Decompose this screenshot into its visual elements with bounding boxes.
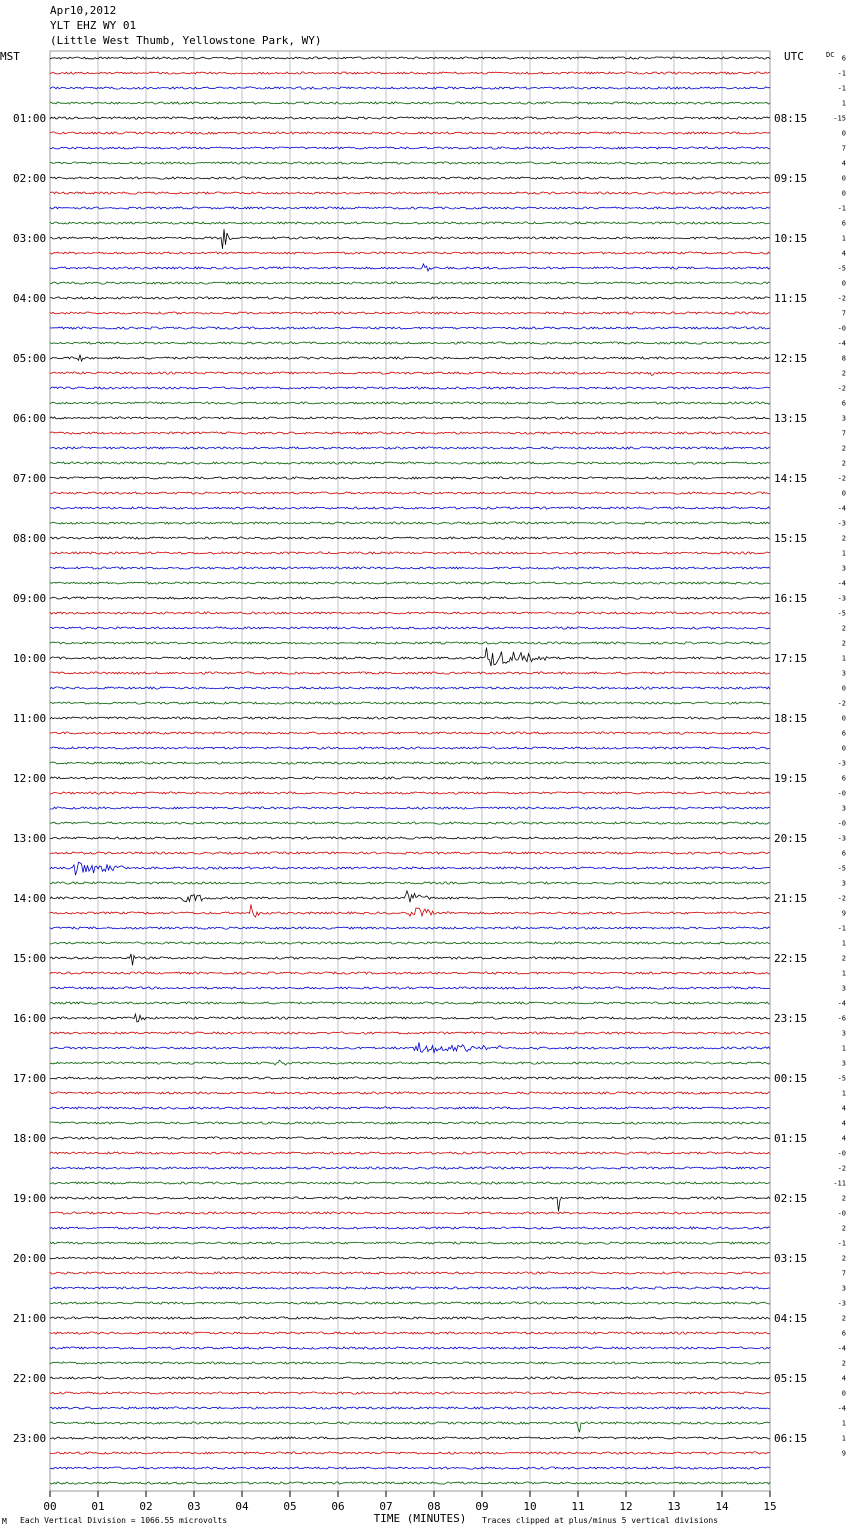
seismic-trace [50, 1452, 770, 1454]
x-tick-label: 10 [523, 1500, 537, 1513]
right-hour-label: 22:15 [774, 952, 808, 965]
seismic-trace [50, 229, 770, 249]
right-hour-label: 21:15 [774, 892, 808, 905]
seismic-trace [50, 1482, 770, 1484]
seismic-trace [50, 1362, 770, 1364]
seismic-trace [50, 87, 770, 89]
seismic-trace [50, 627, 770, 629]
x-tick-label: 11 [571, 1500, 585, 1513]
seismic-trace [50, 1392, 770, 1394]
dc-offset-label: 6 [841, 849, 846, 858]
footer-mark: M [2, 1517, 7, 1526]
dc-offset-label: 0 [841, 129, 846, 138]
dc-offset-label: 6 [841, 54, 846, 63]
dc-offset-label: -3 [837, 594, 846, 603]
dc-offset-label: 4 [841, 1374, 846, 1383]
dc-offset-label: -3 [837, 1299, 846, 1308]
dc-offset-label: 1 [841, 234, 846, 243]
seismic-trace [50, 117, 770, 119]
seismic-trace [50, 1107, 770, 1109]
x-tick-label: 05 [283, 1500, 297, 1513]
seismic-trace [50, 1272, 770, 1274]
dc-offset-label: 3 [841, 564, 846, 573]
right-hour-label: 01:15 [774, 1132, 808, 1145]
seismic-trace [50, 57, 770, 59]
seismic-trace [50, 1407, 770, 1409]
right-hour-label: 10:15 [774, 232, 808, 245]
seismic-trace [50, 891, 770, 902]
left-hour-label: 11:00 [13, 712, 47, 725]
seismic-trace [50, 672, 770, 674]
station-code: YLT EHZ WY 01 [50, 19, 137, 32]
seismic-trace [50, 132, 770, 134]
dc-offset-label: 1 [841, 939, 846, 948]
dc-offset-header: DC [826, 51, 835, 59]
seismic-trace [50, 1167, 770, 1169]
left-hour-label: 17:00 [13, 1072, 47, 1085]
right-hour-label: 18:15 [774, 712, 808, 725]
dc-offset-label: 1 [841, 1434, 846, 1443]
dc-offset-label: 2 [841, 1359, 846, 1368]
dc-offset-label: 0 [841, 714, 846, 723]
dc-offset-label: 4 [841, 1119, 846, 1128]
x-tick-label: 01 [91, 1500, 105, 1513]
dc-offset-label: -0 [837, 324, 846, 333]
dc-offset-label: 6 [841, 729, 846, 738]
seismic-trace [50, 537, 770, 539]
left-hour-label: 15:00 [13, 952, 47, 965]
seismic-trace [50, 1377, 770, 1379]
dc-offset-label: 2 [841, 1224, 846, 1233]
seismic-trace [50, 822, 770, 824]
seismic-trace [50, 207, 770, 209]
right-hour-label: 03:15 [774, 1252, 808, 1265]
seismic-trace [50, 1422, 770, 1432]
seismic-trace [50, 1014, 770, 1022]
seismic-trace [50, 282, 770, 284]
dc-offset-label: -2 [837, 699, 846, 708]
seismic-trace [50, 567, 770, 569]
dc-offset-label: 4 [841, 1134, 846, 1143]
seismic-trace [50, 492, 770, 494]
dc-offset-label: -0 [837, 819, 846, 828]
seismic-trace [50, 327, 770, 329]
left-hour-label: 04:00 [13, 292, 47, 305]
dc-offset-label: -5 [837, 609, 846, 618]
seismic-trace [50, 387, 770, 389]
seismic-trace [50, 1467, 770, 1469]
right-hour-label: 08:15 [774, 112, 808, 125]
seismic-trace [50, 147, 770, 149]
scale-note: Each Vertical Division = 1066.55 microvolts [20, 1516, 228, 1525]
dc-offset-label: 7 [841, 1269, 846, 1278]
dc-offset-label: 0 [841, 1389, 846, 1398]
x-tick-label: 09 [475, 1500, 489, 1513]
dc-offset-label: -2 [837, 384, 846, 393]
seismic-trace [50, 552, 770, 554]
right-hour-label: 15:15 [774, 532, 808, 545]
seismic-trace [50, 777, 770, 779]
x-axis-title: TIME (MINUTES) [373, 1512, 467, 1525]
dc-offset-label: 0 [841, 279, 846, 288]
dc-offset-label: -4 [837, 339, 846, 348]
dc-offset-label: 0 [841, 174, 846, 183]
dc-offset-label: 2 [841, 1254, 846, 1263]
seismic-trace [50, 837, 770, 839]
dc-offset-label: 2 [841, 444, 846, 453]
dc-offset-label: 1 [841, 549, 846, 558]
left-hour-label: 16:00 [13, 1012, 47, 1025]
left-hour-label: 23:00 [13, 1432, 47, 1445]
dc-offset-label: 2 [841, 459, 846, 468]
seismic-trace [50, 702, 770, 704]
seismic-trace [50, 882, 770, 884]
dc-offset-label: 3 [841, 804, 846, 813]
x-tick-label: 03 [187, 1500, 201, 1513]
dc-offset-label: 4 [841, 249, 846, 258]
right-hour-label: 14:15 [774, 472, 808, 485]
dc-offset-label: 1 [841, 1044, 846, 1053]
seismic-trace [50, 927, 770, 929]
dc-offset-label: 9 [841, 909, 846, 918]
seismic-trace [50, 1197, 770, 1211]
dc-offset-label: -5 [837, 264, 846, 273]
dc-offset-label: 8 [841, 354, 846, 363]
dc-offset-label: -1 [837, 1239, 846, 1248]
x-tick-label: 06 [331, 1500, 345, 1513]
dc-offset-label: -1 [837, 924, 846, 933]
dc-offset-label: -4 [837, 1344, 846, 1353]
seismic-trace [50, 954, 770, 965]
x-tick-label: 13 [667, 1500, 681, 1513]
dc-offset-label: -6 [837, 1014, 846, 1023]
right-hour-label: 00:15 [774, 1072, 808, 1085]
dc-offset-label: -4 [837, 999, 846, 1008]
dc-offset-label: 3 [841, 1059, 846, 1068]
seismic-trace [50, 462, 770, 464]
seismic-trace [50, 192, 770, 194]
left-hour-label: 02:00 [13, 172, 47, 185]
dc-offset-label: -0 [837, 789, 846, 798]
dc-offset-label: 7 [841, 144, 846, 153]
seismic-trace [50, 507, 770, 509]
right-hour-label: 23:15 [774, 1012, 808, 1025]
left-hour-label: 01:00 [13, 112, 47, 125]
dc-offset-label: 2 [841, 639, 846, 648]
dc-offset-label: 4 [841, 1104, 846, 1113]
seismic-trace [50, 1060, 770, 1065]
seismic-trace [50, 1437, 770, 1439]
seismic-trace [50, 904, 770, 917]
dc-offset-label: -2 [837, 294, 846, 303]
seismic-trace [50, 1152, 770, 1154]
seismic-trace [50, 792, 770, 794]
dc-offset-label: -3 [837, 759, 846, 768]
seismic-trace [50, 447, 770, 449]
dc-offset-label: 6 [841, 219, 846, 228]
left-hour-label: 18:00 [13, 1132, 47, 1145]
right-hour-label: 17:15 [774, 652, 808, 665]
right-hour-label: 06:15 [774, 1432, 808, 1445]
dc-offset-label: 2 [841, 534, 846, 543]
clip-note: Traces clipped at plus/minus 5 vertical divisions [482, 1516, 719, 1525]
seismic-trace [50, 862, 770, 875]
seismic-trace [50, 402, 770, 404]
seismic-trace [50, 942, 770, 944]
dc-offset-label: 0 [841, 489, 846, 498]
seismic-trace [50, 852, 770, 854]
x-tick-label: 07 [379, 1500, 393, 1513]
dc-offset-label: 2 [841, 1194, 846, 1203]
seismic-trace [50, 1302, 770, 1304]
seismic-trace [50, 1287, 770, 1289]
right-hour-label: 13:15 [774, 412, 808, 425]
left-hour-label: 09:00 [13, 592, 47, 605]
left-hour-label: 19:00 [13, 1192, 47, 1205]
seismic-trace [50, 1212, 770, 1214]
dc-offset-label: -5 [837, 1074, 846, 1083]
dc-offset-label: 4 [841, 159, 846, 168]
left-hour-label: 10:00 [13, 652, 47, 665]
dc-offset-label: -4 [837, 579, 846, 588]
seismic-trace [50, 372, 770, 375]
x-tick-label: 14 [715, 1500, 729, 1513]
seismic-trace [50, 582, 770, 584]
seismic-trace [50, 162, 770, 164]
left-hour-label: 14:00 [13, 892, 47, 905]
dc-offset-label: -2 [837, 474, 846, 483]
dc-offset-label: -4 [837, 1404, 846, 1413]
left-hour-label: 05:00 [13, 352, 47, 365]
seismic-traces [50, 57, 770, 1484]
left-hour-label: 03:00 [13, 232, 47, 245]
seismic-trace [50, 477, 770, 479]
left-timezone-label: MST [0, 50, 20, 63]
left-hour-label: 21:00 [13, 1312, 47, 1325]
right-hour-label: 11:15 [774, 292, 808, 305]
seismic-trace [50, 1092, 770, 1094]
dc-offset-label: 3 [841, 414, 846, 423]
seismic-trace [50, 1042, 770, 1053]
x-tick-label: 08 [427, 1500, 441, 1513]
dc-offset-label: -4 [837, 504, 846, 513]
left-hour-label: 06:00 [13, 412, 47, 425]
dc-offset-label: -1 [837, 84, 846, 93]
dc-offset-label: 7 [841, 429, 846, 438]
seismic-trace [50, 717, 770, 719]
dc-offset-label: 6 [841, 774, 846, 783]
seismic-trace [50, 687, 770, 689]
dc-offset-label: 1 [841, 1419, 846, 1428]
dc-offset-label: 3 [841, 1029, 846, 1038]
seismic-trace [50, 1002, 770, 1004]
seismic-trace [50, 1257, 770, 1259]
dc-offset-label: -2 [837, 894, 846, 903]
seismic-trace [50, 1182, 770, 1184]
seismic-trace [50, 252, 770, 254]
seismic-trace [50, 297, 770, 299]
right-hour-label: 09:15 [774, 172, 808, 185]
dc-offset-label: 0 [841, 744, 846, 753]
seismic-trace [50, 312, 770, 314]
dc-offset-label: -0 [837, 1209, 846, 1218]
dc-offset-label: 2 [841, 954, 846, 963]
seismic-trace [50, 1347, 770, 1349]
left-hour-label: 12:00 [13, 772, 47, 785]
right-hour-label: 16:15 [774, 592, 808, 605]
seismic-trace [50, 355, 770, 362]
plot-date: Apr10,2012 [50, 4, 117, 17]
left-hour-label: 22:00 [13, 1372, 47, 1385]
seismic-trace [50, 1332, 770, 1334]
station-location: (Little West Thumb, Yellowstone Park, WY) [50, 34, 322, 47]
seismic-trace [50, 762, 770, 764]
seismic-trace [50, 432, 770, 434]
seismic-trace [50, 972, 770, 974]
right-timezone-label: UTC [784, 50, 804, 63]
left-hour-label: 07:00 [13, 472, 47, 485]
seismic-trace [50, 612, 770, 614]
seismic-trace [50, 417, 770, 419]
seismic-trace [50, 1317, 770, 1319]
seismic-trace [50, 222, 770, 224]
seismic-trace [50, 1137, 770, 1139]
right-hour-label: 12:15 [774, 352, 808, 365]
dc-offset-label: -0 [837, 1149, 846, 1158]
x-tick-label: 04 [235, 1500, 249, 1513]
seismic-trace [50, 1077, 770, 1079]
x-tick-label: 00 [43, 1500, 57, 1513]
seismic-trace [50, 1122, 770, 1124]
x-tick-label: 15 [763, 1500, 777, 1513]
x-tick-label: 12 [619, 1500, 633, 1513]
right-hour-label: 05:15 [774, 1372, 808, 1385]
dc-offset-label: 6 [841, 1329, 846, 1338]
seismic-trace [50, 1227, 770, 1229]
dc-offset-label: 9 [841, 1449, 846, 1458]
dc-offset-label: 3 [841, 984, 846, 993]
seismic-trace [50, 807, 770, 809]
seismic-trace [50, 102, 770, 104]
seismic-trace [50, 732, 770, 734]
right-hour-label: 20:15 [774, 832, 808, 845]
seismic-trace [50, 342, 770, 344]
dc-offset-label: 6 [841, 399, 846, 408]
right-hour-label: 04:15 [774, 1312, 808, 1325]
dc-offset-label: -15 [833, 114, 846, 123]
dc-offset-label: -3 [837, 834, 846, 843]
seismic-trace [50, 1032, 770, 1034]
right-hour-label: 19:15 [774, 772, 808, 785]
dc-offset-label: 3 [841, 1284, 846, 1293]
dc-offset-label: 0 [841, 684, 846, 693]
dc-offset-label: 3 [841, 879, 846, 888]
dc-offset-label: 0 [841, 189, 846, 198]
seismic-trace [50, 1242, 770, 1244]
left-hour-label: 08:00 [13, 532, 47, 545]
dc-offset-label: -2 [837, 1164, 846, 1173]
seismic-trace [50, 522, 770, 524]
dc-offset-label: 1 [841, 99, 846, 108]
dc-offset-label: 7 [841, 309, 846, 318]
x-tick-label: 02 [139, 1500, 153, 1513]
dc-offset-label: 2 [841, 369, 846, 378]
dc-offset-label: -11 [833, 1179, 846, 1188]
seismic-trace [50, 987, 770, 989]
left-hour-label: 13:00 [13, 832, 47, 845]
seismic-trace [50, 264, 770, 271]
seismic-trace [50, 642, 770, 644]
seismic-trace [50, 597, 770, 599]
dc-offset-label: 1 [841, 1089, 846, 1098]
left-hour-label: 20:00 [13, 1252, 47, 1265]
dc-offset-label: -1 [837, 204, 846, 213]
dc-offset-label: -3 [837, 519, 846, 528]
dc-offset-label: -5 [837, 864, 846, 873]
seismic-trace [50, 648, 770, 667]
dc-offset-label: 1 [841, 969, 846, 978]
right-hour-label: 02:15 [774, 1192, 808, 1205]
seismic-trace [50, 177, 770, 179]
dc-offset-label: 1 [841, 654, 846, 663]
dc-offset-label: 2 [841, 1314, 846, 1323]
seismic-trace [50, 747, 770, 749]
seismic-trace [50, 72, 770, 74]
dc-offset-label: 3 [841, 669, 846, 678]
dc-offset-label: -1 [837, 69, 846, 78]
dc-offset-label: 2 [841, 624, 846, 633]
